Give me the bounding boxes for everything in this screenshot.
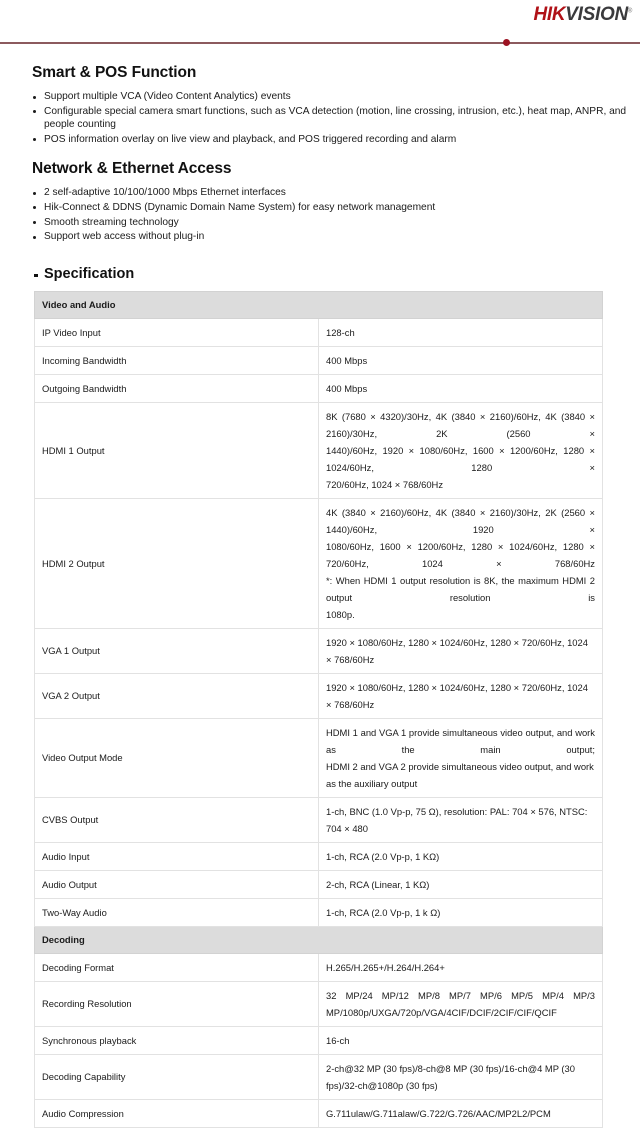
spec-value-cell	[319, 498, 603, 628]
spec-value-cell	[319, 981, 603, 1026]
table-row	[35, 870, 603, 898]
spec-value-line: HDMI 2 and VGA 2 provide simultaneous video output, and work as the auxiliary output	[326, 760, 594, 789]
spec-label-cell: HDMI 1 Output	[35, 402, 319, 498]
spec-value-line: 400 Mbps	[326, 354, 368, 366]
spec-value-line: 4K (3840 × 2160)/60Hz, 4K (3840 × 2160)/30Hz, 2K (2560 × 1440)/60Hz, 1920 ×	[326, 506, 595, 535]
spec-value-line: 2-ch@32 MP (30 fps)/8-ch@8 MP (30 fps)/16-ch@4 MP (30 fps)/32-ch@1080p (30 fps)	[326, 1062, 575, 1091]
spec-value-line: 720/60Hz, 1024 × 768/60Hz	[326, 478, 444, 490]
table-row	[35, 402, 603, 498]
table-row	[35, 628, 603, 673]
table-row	[35, 346, 603, 374]
trademark-symbol: ®	[627, 8, 632, 15]
logo-vision-text: VISION	[565, 4, 628, 25]
table-row	[35, 1099, 603, 1127]
spec-value-line: 32 MP/24 MP/12 MP/8 MP/7 MP/6 MP/5 MP/4 MP/3	[326, 989, 595, 1001]
page-header	[0, 0, 640, 36]
spec-label-cell: Decoding Format	[35, 953, 319, 981]
spec-value-line: 1-ch, BNC (1.0 Vp-p, 75 Ω), resolution: PAL: 704 × 576, NTSC: 704 × 480	[326, 805, 588, 834]
specification-table-body	[35, 291, 603, 1127]
section-title-network-ethernet: Network & Ethernet Access	[32, 160, 232, 178]
list-item: Smooth streaming technology	[32, 216, 633, 230]
spec-value-line: 1920 × 1080/60Hz, 1280 × 1024/60Hz, 1280 × 720/60Hz, 1024 × 768/60Hz	[326, 681, 588, 710]
table-row	[35, 374, 603, 402]
table-section-header-row	[35, 926, 603, 953]
spec-label-cell: VGA 1 Output	[35, 628, 319, 673]
table-row	[35, 797, 603, 842]
spec-label-cell: CVBS Output	[35, 797, 319, 842]
spec-value-cell	[319, 797, 603, 842]
spec-label-cell: Decoding Capability	[35, 1054, 319, 1099]
feature-list-smart-pos	[32, 90, 633, 146]
spec-value-cell	[319, 842, 603, 870]
spec-value-cell	[319, 870, 603, 898]
table-row	[35, 673, 603, 718]
spec-value-cell	[319, 1026, 603, 1054]
spec-value-cell	[319, 374, 603, 402]
table-section-header-row	[35, 291, 603, 318]
divider-dot-icon	[503, 39, 510, 46]
spec-value-line: 1-ch, RCA (2.0 Vp-p, 1 k Ω)	[326, 906, 441, 918]
spec-value-cell	[319, 718, 603, 797]
list-item: Hik-Connect & DDNS (Dynamic Domain Name System) for easy network management	[32, 201, 633, 215]
table-row	[35, 1054, 603, 1099]
spec-label-cell: Video Output Mode	[35, 718, 319, 797]
spec-value-cell	[319, 318, 603, 346]
spec-value-line: 1080/60Hz, 1600 × 1200/60Hz, 1280 × 1024/60Hz, 1280 × 720/60Hz, 1024 × 768/60Hz	[326, 540, 595, 569]
table-row	[35, 718, 603, 797]
specification-section	[0, 266, 640, 1128]
list-item: Support web access without plug-in	[32, 230, 633, 244]
spec-value-line: MP/1080p/UXGA/720p/VGA/4CIF/DCIF/2CIF/CIF/QCIF	[326, 1006, 557, 1018]
spec-label-cell: Synchronous playback	[35, 1026, 319, 1054]
table-section-header-label: Video and Audio	[35, 291, 603, 318]
spec-value-cell	[319, 628, 603, 673]
table-row	[35, 1026, 603, 1054]
list-item: Support multiple VCA (Video Content Analytics) events	[32, 90, 633, 104]
list-item: 2 self-adaptive 10/100/1000 Mbps Ethernet interfaces	[32, 186, 633, 200]
table-row	[35, 953, 603, 981]
spec-value-cell	[319, 402, 603, 498]
spec-value-line: 128-ch	[326, 326, 355, 338]
spec-label-cell: Two-Way Audio	[35, 898, 319, 926]
spec-label-cell: Audio Output	[35, 870, 319, 898]
spec-value-line: 16-ch	[326, 1034, 350, 1046]
spec-value-cell	[319, 673, 603, 718]
spec-label-cell: Audio Compression	[35, 1099, 319, 1127]
divider-line	[0, 42, 640, 44]
table-row	[35, 498, 603, 628]
spec-value-line: 8K (7680 × 4320)/30Hz, 4K (3840 × 2160)/60Hz, 4K (3840 × 2160)/30Hz, 2K (2560 ×	[326, 410, 595, 439]
table-row	[35, 842, 603, 870]
spec-value-line: 1920 × 1080/60Hz, 1280 × 1024/60Hz, 1280 × 720/60Hz, 1024 × 768/60Hz	[326, 636, 588, 665]
spec-value-cell	[319, 1099, 603, 1127]
table-row	[35, 981, 603, 1026]
spec-value-cell	[319, 346, 603, 374]
list-item: Configurable special camera smart functions, such as VCA detection (motion, line crossing, intrusion, etc.), heat map, ANPR, and people counting	[32, 105, 633, 132]
spec-value-cell	[319, 953, 603, 981]
spec-value-line: 1080p.	[326, 608, 355, 620]
spec-value-cell	[319, 1054, 603, 1099]
logo-hik-text: HIK	[533, 4, 566, 25]
spec-value-line: 1-ch, RCA (2.0 Vp-p, 1 KΩ)	[326, 850, 440, 862]
spec-label-cell: IP Video Input	[35, 318, 319, 346]
spec-value-line: H.265/H.265+/H.264/H.264+	[326, 961, 445, 973]
spec-label-cell: Outgoing Bandwidth	[35, 374, 319, 402]
spec-value-line: *: When HDMI 1 output resolution is 8K, the maximum HDMI 2 output resolution is	[326, 574, 595, 603]
feature-list-network-ethernet	[32, 186, 633, 243]
spec-label-cell: VGA 2 Output	[35, 673, 319, 718]
spec-value-line: 400 Mbps	[326, 382, 368, 394]
table-row	[35, 318, 603, 346]
specification-table	[34, 291, 603, 1128]
spec-label-cell: Recording Resolution	[35, 981, 319, 1026]
spec-value-cell	[319, 898, 603, 926]
spec-value-line: HDMI 1 and VGA 1 provide simultaneous video output, and work as the main output;	[326, 726, 595, 755]
specification-title: Specification	[34, 266, 635, 282]
spec-label-cell: Incoming Bandwidth	[35, 346, 319, 374]
spec-label-cell: Audio Input	[35, 842, 319, 870]
spec-value-line: G.711ulaw/G.711alaw/G.722/G.726/AAC/MP2L2/PCM	[326, 1107, 551, 1119]
header-divider	[0, 36, 640, 50]
feature-sections	[0, 64, 640, 244]
spec-label-cell: HDMI 2 Output	[35, 498, 319, 628]
hikvision-logo	[533, 4, 632, 26]
spec-value-line: 2-ch, RCA (Linear, 1 KΩ)	[326, 878, 430, 890]
spec-value-line: 1440)/60Hz, 1920 × 1080/60Hz, 1600 × 1200/60Hz, 1280 × 1024/60Hz, 1280 ×	[326, 444, 595, 473]
table-section-header-label: Decoding	[35, 926, 603, 953]
list-item: POS information overlay on live view and playback, and POS triggered recording and alarm	[32, 133, 633, 147]
table-row	[35, 898, 603, 926]
section-title-smart-pos: Smart & POS Function	[32, 64, 197, 81]
